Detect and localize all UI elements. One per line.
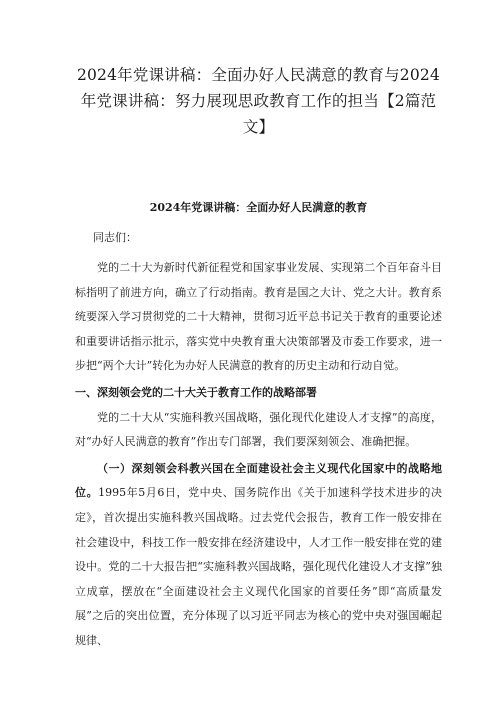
paragraph-strategy: 党的二十大从“实施科教兴国战略，强化现代化建设人才支撑”的高度，对“办好人民满意的教育”作出专门部署，我们要深刻领会、准确把握。 <box>75 410 442 449</box>
subsection-one-body: 1995年5月6日，党中央、国务院作出《关于加速科学技术进步的决定》，首次提出实施科教兴国战略。过去党代会报告，教育工作一般安排在社会建设中，科技工作一般安排在经济建设中，人才工作一般安排在党的建设中。党的二十大报告把“实施科教兴国战略，强化现代化建设人才支撑”独立成章，摆放在“全面建设社会主义现代化国家的首要任务”即“高质量发展”之后的突出位置，充分体现了以习近平同志为核心的党中央对强国崛起规律、 <box>75 486 442 647</box>
heading-part-one: 一、深刻领会党的二十大关于教育工作的战略部署 <box>75 385 317 399</box>
paragraph-subsection-one <box>75 457 442 654</box>
document-title: 2024年党课讲稿：全面办好人民满意的教育与2024年党课讲稿：努力展现思政教育工作的担当【2篇范文】 <box>76 66 441 136</box>
salutation: 同志们： <box>93 231 137 244</box>
subsection-one-lead: （一）深刻领会科教兴国在全面建设社会主义现代化国家中的战略地位。 <box>75 461 442 500</box>
paragraph-intro: 党的二十大为新时代新征程党和国家事业发展、实现第二个百年奋斗目标指明了前进方向，确立了行动指南。教育是国之大计、党之大计。教育系统要深入学习贯彻党的二十大精神，贯彻习近平总书记关于教育的重要论述和重要讲话指示批示，落实党中央教育重大决策部署及市委工作要求，进一步把“两个大计”转化为办好人民满意的教育的历史主动和行动自觉。 <box>75 261 442 373</box>
section-title: 2024年党课讲稿：全面办好人民满意的教育 <box>149 201 368 214</box>
